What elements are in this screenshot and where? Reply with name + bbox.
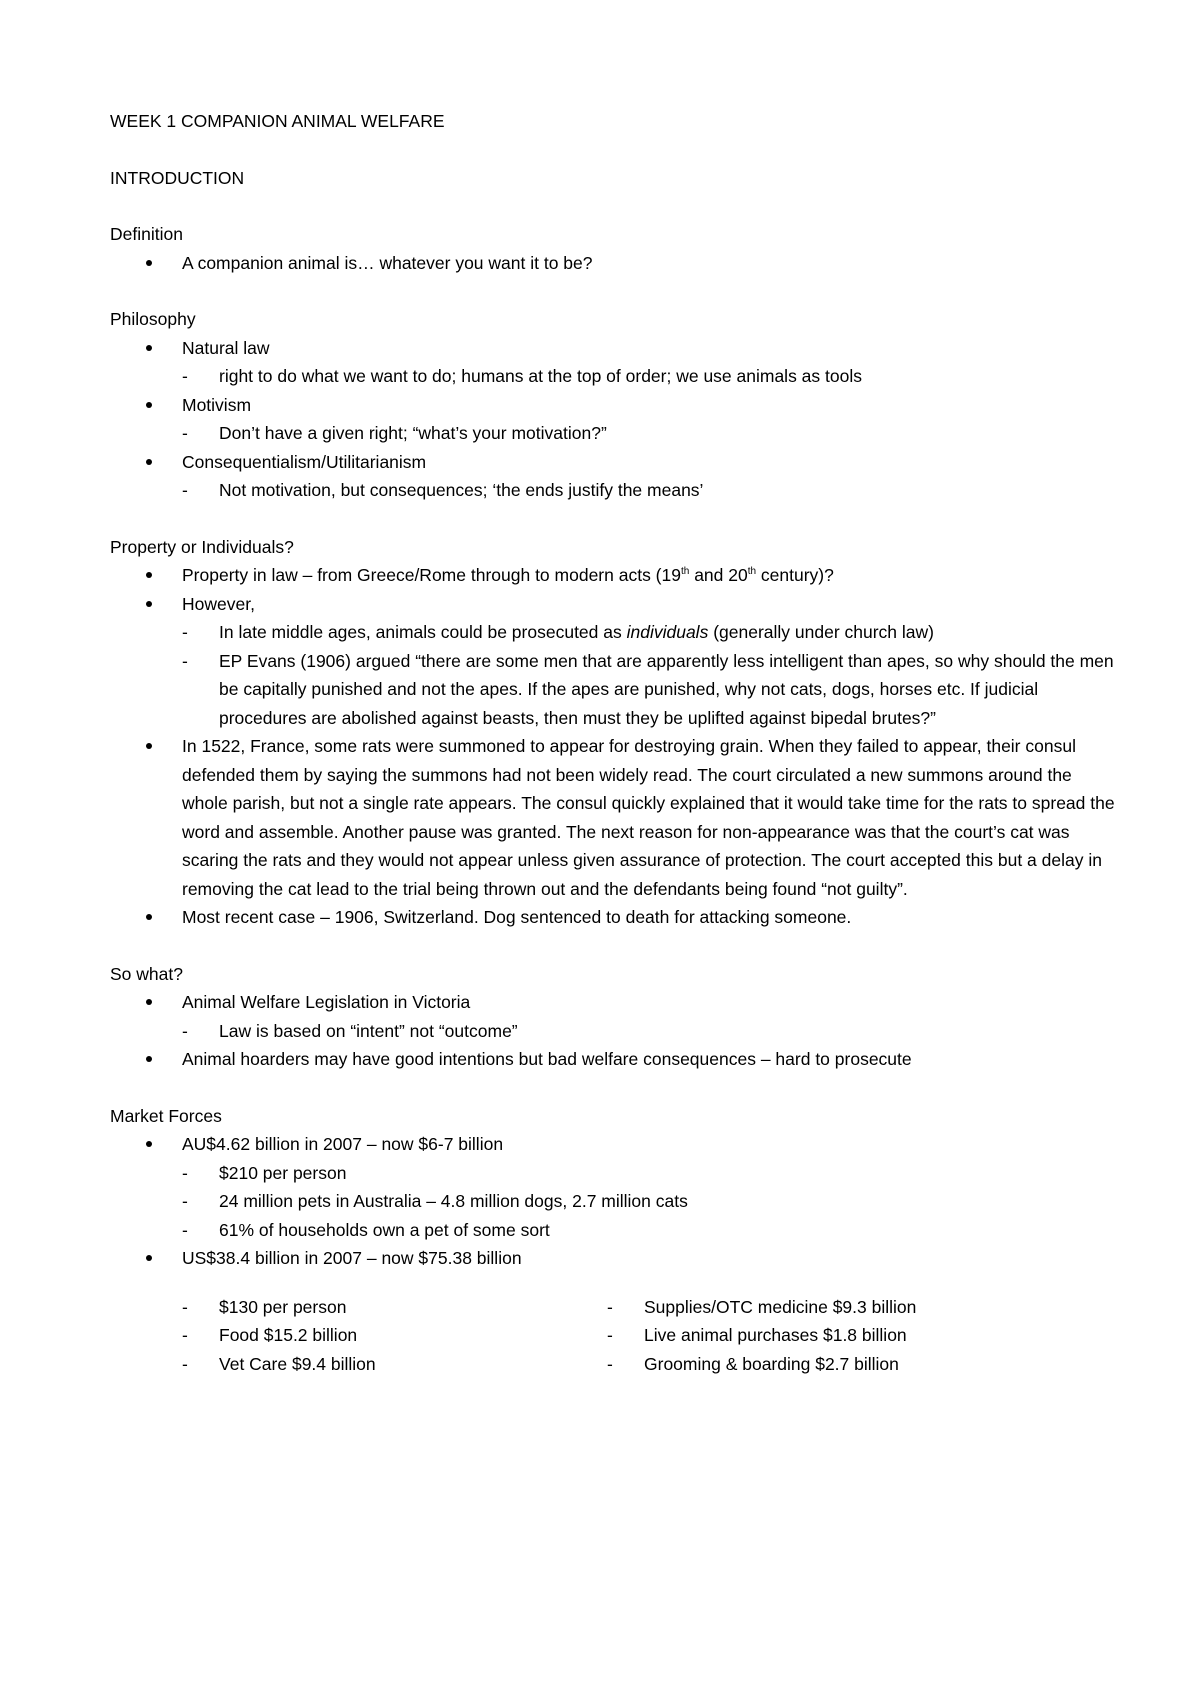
list-item: A companion animal is… whatever you want it to be?	[110, 249, 1120, 278]
list-item: US$38.4 billion in 2007 – now $75.38 billion	[110, 1244, 1120, 1273]
sub-list-item: - Grooming & boarding $2.7 billion	[607, 1350, 1120, 1379]
dash-icon	[110, 618, 219, 647]
breakdown-left-column	[110, 1293, 607, 1379]
list-item: AU$4.62 billion in 2007 – now $6-7 billion	[110, 1130, 1120, 1159]
sub-list-item: - Food $15.2 billion	[110, 1321, 607, 1350]
list-item: Most recent case – 1906, Switzerland. Dog sentenced to death for attacking someone.	[110, 903, 1120, 932]
list-item: Animal hoarders may have good intentions but bad welfare consequences – hard to prosecute	[110, 1045, 1120, 1074]
dash-icon	[607, 1350, 644, 1379]
bullet-icon	[110, 903, 182, 932]
dash-icon	[110, 362, 219, 391]
dash-icon	[110, 1216, 219, 1245]
bullet-icon	[110, 1045, 182, 1074]
dash-icon	[607, 1293, 644, 1322]
list-item: In 1522, France, some rats were summoned to appear for destroying grain. When they failed to appear, their consul defended them by saying the summons had not been widely read. The court circulated a new summons around the whole parish, but not a single rate appears. The consul quickly explained that it would take time for the rats to spread the word and assemble. Another pause was granted. The next reason for non-appearance was that the court’s cat was scaring the rats and they would not appear unless given assurance of protection. The court accepted this but a delay in removing the cat lead to the trial being thrown out and the defendants being found “not guilty”.	[110, 732, 1120, 903]
bullet-icon	[110, 732, 182, 903]
sub-list-item: - Law is based on “intent” not “outcome”	[110, 1017, 1120, 1046]
sub-list-item: - Supplies/OTC medicine $9.3 billion	[607, 1293, 1120, 1322]
document-body	[110, 107, 1120, 1378]
definition-heading: Definition	[110, 224, 183, 244]
list-item: Natural law	[110, 334, 1120, 363]
sub-list-item: - Don’t have a given right; “what’s your motivation?”	[110, 419, 1120, 448]
breakdown-right-column	[607, 1293, 1120, 1379]
market-list	[110, 1130, 1120, 1273]
sub-list-item: - $210 per person	[110, 1159, 1120, 1188]
sub-list-item: - Vet Care $9.4 billion	[110, 1350, 607, 1379]
philosophy-heading: Philosophy	[110, 309, 196, 329]
sub-list-item: - Not motivation, but consequences; ‘the ends justify the means’	[110, 476, 1120, 505]
bullet-icon	[110, 391, 182, 420]
dash-icon	[110, 419, 219, 448]
sub-list-item: - Live animal purchases $1.8 billion	[607, 1321, 1120, 1350]
list-item: However,	[110, 590, 1120, 619]
definition-list	[110, 249, 1120, 278]
bullet-icon	[110, 561, 182, 590]
dash-icon	[607, 1321, 644, 1350]
sowhat-list	[110, 988, 1120, 1074]
bullet-icon	[110, 590, 182, 619]
market-heading: Market Forces	[110, 1105, 222, 1126]
sub-list-item: - right to do what we want to do; humans at the top of order; we use animals as tools	[110, 362, 1120, 391]
bullet-icon	[110, 1244, 182, 1273]
bullet-icon	[110, 448, 182, 477]
sub-list-item: - $130 per person	[110, 1293, 607, 1322]
sub-list-item: - In late middle ages, animals could be prosecuted as individuals (generally under church law)	[110, 618, 1120, 647]
list-item: Motivism	[110, 391, 1120, 420]
dash-icon	[110, 1293, 219, 1322]
bullet-icon	[110, 334, 182, 363]
dash-icon	[110, 1321, 219, 1350]
introduction-heading: INTRODUCTION	[110, 167, 245, 188]
bullet-icon	[110, 249, 182, 278]
list-item: Property in law – from Greece/Rome through to modern acts (19th and 20th century)?	[110, 561, 1120, 590]
us-market-breakdown	[110, 1293, 1120, 1379]
property-list	[110, 561, 1120, 932]
list-item: Animal Welfare Legislation in Victoria	[110, 988, 1120, 1017]
bullet-icon	[110, 1130, 182, 1159]
philosophy-list	[110, 334, 1120, 505]
sowhat-heading: So what?	[110, 963, 183, 984]
property-heading: Property or Individuals?	[110, 536, 294, 557]
dash-icon	[110, 476, 219, 505]
dash-icon	[110, 1159, 219, 1188]
sub-list-item: - 61% of households own a pet of some sort	[110, 1216, 1120, 1245]
document-title: WEEK 1 COMPANION ANIMAL WELFARE	[110, 111, 445, 131]
dash-icon	[110, 1187, 219, 1216]
dash-icon	[110, 1017, 219, 1046]
list-item: Consequentialism/Utilitarianism	[110, 448, 1120, 477]
bullet-icon	[110, 988, 182, 1017]
sub-list-item: - 24 million pets in Australia – 4.8 million dogs, 2.7 million cats	[110, 1187, 1120, 1216]
dash-icon	[110, 1350, 219, 1379]
dash-icon	[110, 647, 219, 733]
sub-list-item: - EP Evans (1906) argued “there are some men that are apparently less intelligent than apes, so why should the men be capitally punished and not the apes. If the apes are punished, why not cats, dogs, horses etc. If judicial procedures are abolished against beasts, then must they be uplifted against bipedal brutes?”	[110, 647, 1120, 733]
